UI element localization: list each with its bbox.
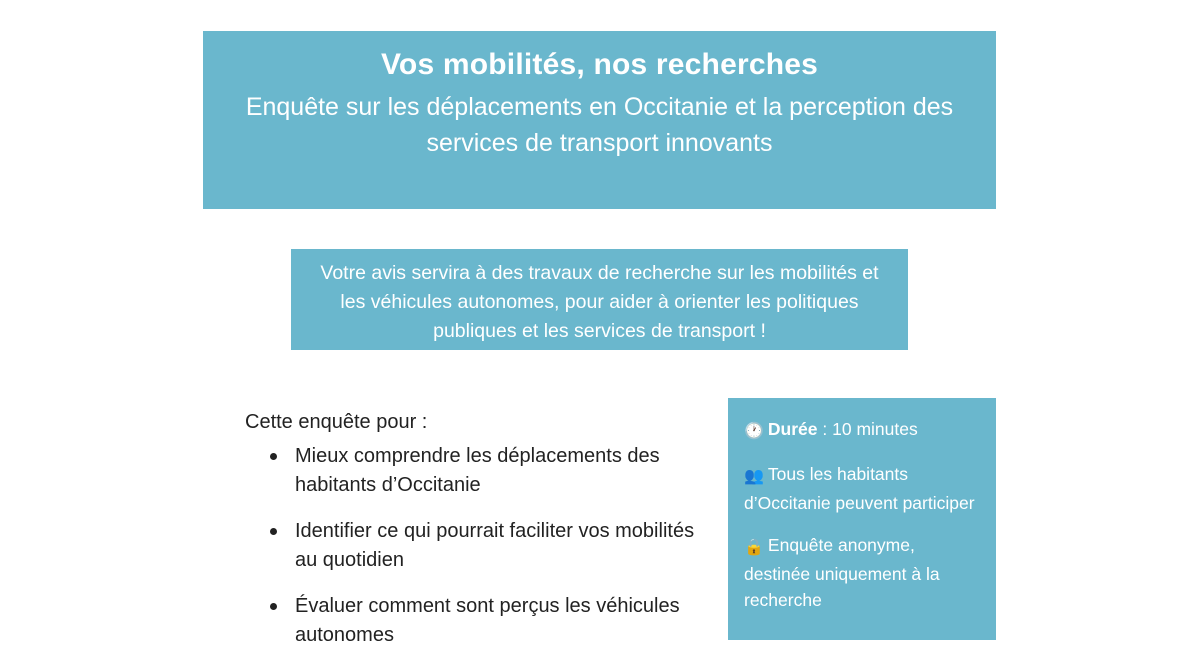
info-item-duration-label: Durée xyxy=(767,419,818,439)
intro-label: Cette enquête pour : xyxy=(245,411,428,433)
info-item-anonymity-label: Enquête anonyme, destinée uniquement à la recherche xyxy=(744,535,940,610)
list-item-label: Évaluer comment sont perçus les véhicules autonomes xyxy=(295,595,680,646)
info-item-duration-value: : 10 minutes xyxy=(817,419,918,439)
list-item xyxy=(245,592,715,650)
info-item-duration xyxy=(744,416,980,445)
info-item-audience xyxy=(744,461,980,516)
page-title: Vos mobilités, nos recherches xyxy=(380,48,819,81)
page-right-margin xyxy=(1192,0,1200,640)
bullet-dot-icon xyxy=(270,528,277,535)
list-item xyxy=(245,517,715,575)
list-item-label: Mieux comprendre les déplacements des habitants d’Occitanie xyxy=(295,445,660,496)
survey-info-box xyxy=(728,398,996,640)
purpose-banner: Votre avis servira à des travaux de recherche sur les mobilités et les véhicules autonomes, pour aider à orienter les politiques publiques et les services de transport ! xyxy=(291,249,908,350)
info-item-audience-label: Tous les habitants d’Occitanie peuvent participer xyxy=(744,464,975,513)
people-icon: 👥 xyxy=(744,468,764,485)
info-item-anonymity xyxy=(744,532,980,613)
page-subtitle: Enquête sur les déplacements en Occitanie et la perception des services de transport innovants xyxy=(245,93,954,157)
list-item xyxy=(245,442,715,500)
lock-icon: 🔒 xyxy=(744,539,764,556)
list-item-label: Identifier ce qui pourrait faciliter vos mobilités au quotidien xyxy=(295,520,695,571)
bullet-dot-icon xyxy=(270,603,277,610)
header-banner xyxy=(203,31,996,209)
bullet-dot-icon xyxy=(270,453,277,460)
clock-icon: 🕐 xyxy=(744,423,764,440)
objectives-list xyxy=(245,442,715,667)
